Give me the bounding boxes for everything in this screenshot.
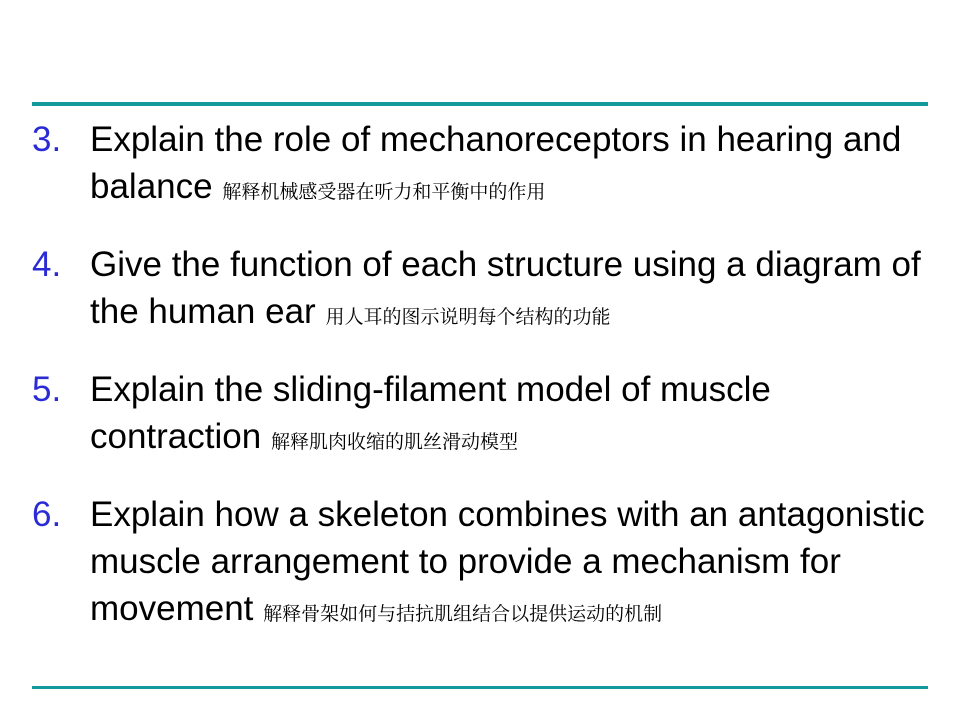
list-item <box>32 241 932 335</box>
objectives-list <box>32 116 932 632</box>
item-chinese-note: 解释骨架如何与拮抗肌组结合以提供运动的机制 <box>263 603 663 625</box>
item-chinese-note: 解释机械感受器在听力和平衡中的作用 <box>222 181 546 203</box>
item-text: Explain the role of mechanoreceptors in hearing and balance <box>90 120 902 206</box>
item-number: 6. <box>32 495 62 534</box>
top-divider <box>32 102 928 106</box>
item-number: 5. <box>32 370 62 409</box>
item-chinese-note: 用人耳的图示说明每个结构的功能 <box>325 306 611 328</box>
item-number: 4. <box>32 245 62 284</box>
bottom-divider <box>32 686 928 689</box>
list-item <box>32 491 932 632</box>
item-number: 3. <box>32 120 62 159</box>
list-item <box>32 116 932 210</box>
list-item <box>32 366 932 460</box>
item-text: Explain the sliding-filament model of muscle contraction <box>90 370 771 456</box>
item-text: Give the function of each structure using a diagram of the human ear <box>90 245 921 331</box>
item-chinese-note: 解释肌肉收缩的肌丝滑动模型 <box>270 431 518 453</box>
item-text: Explain how a skeleton combines with an antagonistic muscle arrangement to provide a mechanism for movement <box>90 495 925 628</box>
